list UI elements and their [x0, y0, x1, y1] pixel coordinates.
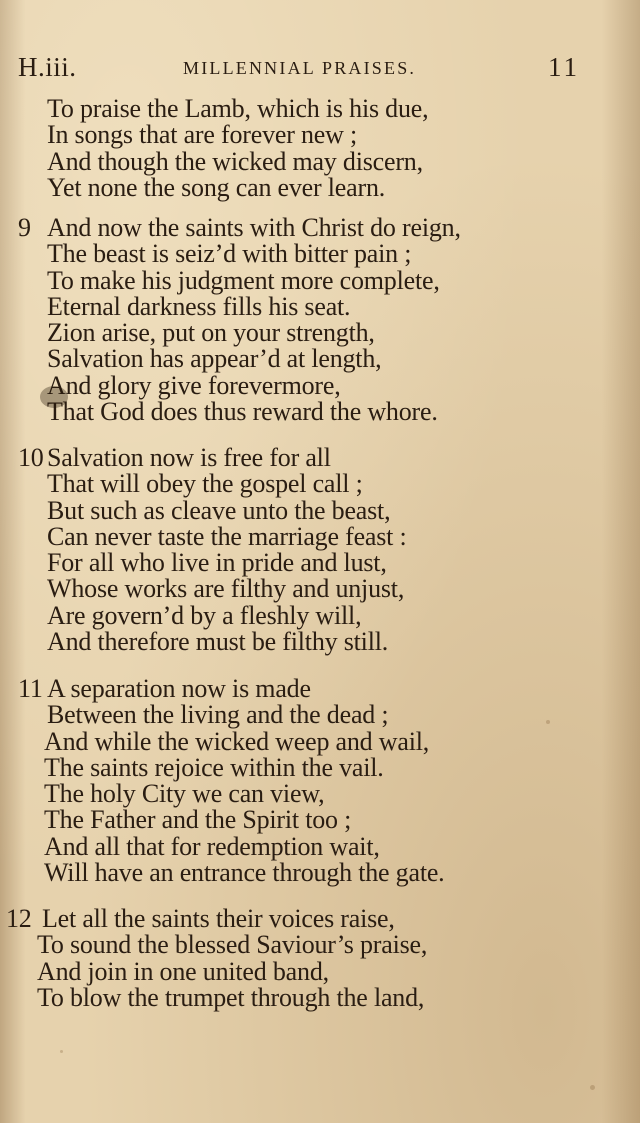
verse-line: And glory give forevermore, — [47, 370, 341, 400]
paper-spot — [60, 1050, 63, 1053]
stanza-continuation — [0, 96, 620, 201]
stanza-number: 9 — [18, 213, 31, 242]
verse-line: 11 A separation now is made — [18, 674, 311, 703]
stanza-number: 12 — [6, 904, 32, 933]
verse-line: 12 Let all the saints their voices raise, — [6, 904, 395, 933]
verse-line: To blow the trumpet through the land, — [37, 982, 425, 1012]
paper-spot — [590, 1085, 595, 1090]
verse-line: And join in one united band, — [37, 956, 329, 986]
verse-line: But such as cleave unto the beast, — [47, 495, 391, 525]
verse-line: That God does thus reward the whore. — [47, 397, 438, 427]
verse-line: The saints rejoice within the vail. — [44, 752, 384, 782]
running-title: MILLENNIAL PRAISES. — [183, 58, 417, 78]
verse-line: In songs that are forever new ; — [47, 120, 358, 150]
verse-line: The holy City we can view, — [44, 779, 325, 809]
stanza-9 — [0, 215, 620, 425]
verse-line: Eternal darkness fills his seat. — [47, 291, 351, 321]
verse-line: To praise the Lamb, which is his due, — [47, 94, 429, 123]
verse-line: The Father and the Spirit too ; — [44, 805, 352, 835]
verse-line: The beast is seiz’d with bitter pain ; — [47, 239, 412, 269]
verse-line: Can never taste the marriage feast : — [47, 521, 407, 551]
paper-spot — [546, 720, 550, 724]
verse-line: 9 And now the saints with Christ do reign, — [18, 213, 461, 242]
verse-line: Yet none the song can ever learn. — [47, 172, 386, 202]
page-number: 11 — [548, 52, 580, 82]
verse-line: And all that for redemption wait, — [44, 831, 380, 861]
signature-mark: H.iii. — [18, 52, 77, 82]
verse-line: Between the living and the dead ; — [47, 700, 389, 730]
verse-line: That will obey the gospel call ; — [47, 469, 363, 499]
verse-line: For all who live in pride and lust, — [47, 548, 387, 578]
verse-line: To sound the blessed Saviour’s praise, — [37, 930, 428, 960]
stanza-10 — [0, 445, 620, 655]
verse-line: Are govern’d by a fleshly will, — [47, 600, 362, 630]
stanza-number: 11 — [18, 674, 43, 703]
verse-line: Zion arise, put on your strength, — [47, 318, 375, 348]
stanza-number: 10 — [18, 443, 44, 472]
verse-line: Salvation has appear’d at length, — [47, 344, 382, 374]
verse-line: And therefore must be filthy still. — [47, 627, 389, 657]
verse-line: 10 Salvation now is free for all — [18, 443, 331, 472]
ink-blot — [40, 386, 68, 408]
page-header — [0, 52, 640, 84]
verse-line: Will have an entrance through the gate. — [44, 858, 445, 888]
verse-line: Whose works are filthy and unjust, — [47, 574, 405, 604]
stanza-12 — [0, 906, 620, 1011]
verse-line: And though the wicked may discern, — [47, 146, 423, 176]
stanza-11 — [0, 676, 620, 886]
verse-line: And while the wicked weep and wail, — [44, 726, 430, 756]
verse-line: To make his judgment more complete, — [47, 265, 440, 295]
